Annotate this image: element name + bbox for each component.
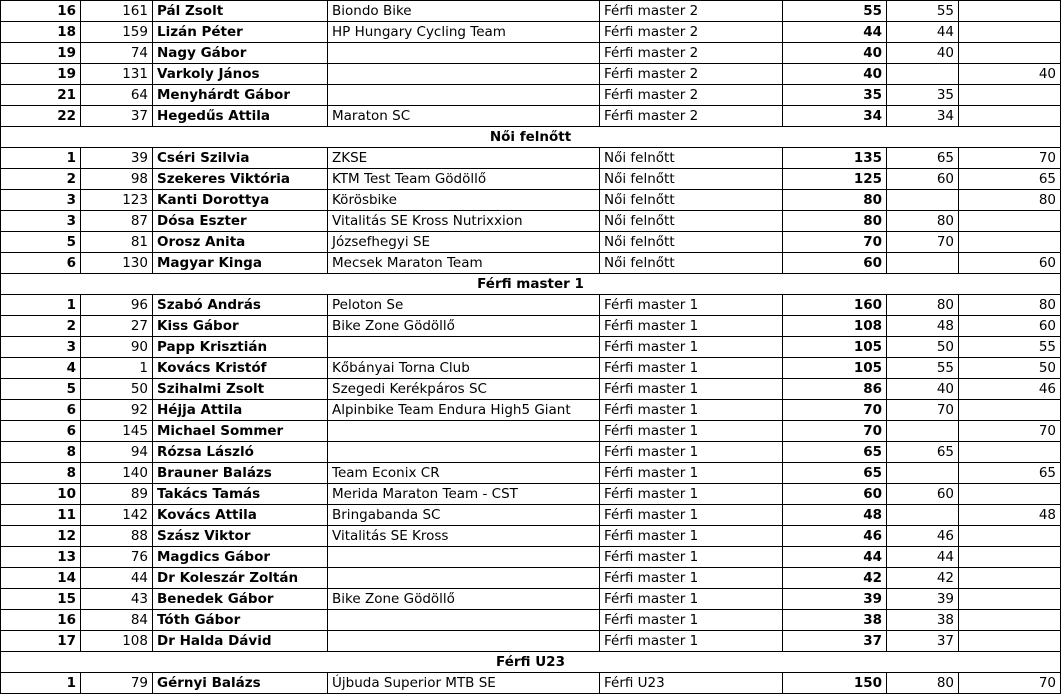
round2-points-cell — [959, 43, 1061, 64]
category-cell: Férfi master 2 — [600, 43, 783, 64]
category-cell: Férfi U23 — [600, 673, 783, 694]
bib-number-cell: 94 — [81, 442, 153, 463]
team-cell — [328, 337, 600, 358]
total-points-cell: 70 — [783, 421, 887, 442]
team-cell: Alpinbike Team Endura High5 Giant — [328, 400, 600, 421]
round1-points-cell: 55 — [887, 1, 959, 22]
rank-cell: 10 — [1, 484, 81, 505]
round2-points-cell — [959, 589, 1061, 610]
category-cell: Férfi master 1 — [600, 316, 783, 337]
rank-cell: 8 — [1, 442, 81, 463]
bib-number-cell: 27 — [81, 316, 153, 337]
bib-number-cell: 43 — [81, 589, 153, 610]
table-row — [1, 253, 1061, 274]
category-cell: Női felnőtt — [600, 169, 783, 190]
bib-number-cell: 130 — [81, 253, 153, 274]
rider-name-cell: Szabó András — [153, 295, 328, 316]
bib-number-cell: 44 — [81, 568, 153, 589]
rider-name-cell: Nagy Gábor — [153, 43, 328, 64]
total-points-cell: 60 — [783, 484, 887, 505]
category-section-header — [1, 652, 1061, 673]
rank-cell: 19 — [1, 64, 81, 85]
category-cell: Női felnőtt — [600, 232, 783, 253]
rider-name-cell: Kovács Attila — [153, 505, 328, 526]
table-row — [1, 43, 1061, 64]
category-cell: Férfi master 1 — [600, 547, 783, 568]
round1-points-cell: 65 — [887, 442, 959, 463]
rank-cell: 3 — [1, 337, 81, 358]
team-cell: KTM Test Team Gödöllő — [328, 169, 600, 190]
table-row — [1, 295, 1061, 316]
total-points-cell: 46 — [783, 526, 887, 547]
round2-points-cell — [959, 631, 1061, 652]
bib-number-cell: 81 — [81, 232, 153, 253]
category-cell: Férfi master 1 — [600, 295, 783, 316]
rank-cell: 3 — [1, 211, 81, 232]
table-row — [1, 631, 1061, 652]
bib-number-cell: 161 — [81, 1, 153, 22]
team-cell: Team Econix CR — [328, 463, 600, 484]
bib-number-cell: 131 — [81, 64, 153, 85]
table-row — [1, 526, 1061, 547]
table-row — [1, 484, 1061, 505]
table-row — [1, 463, 1061, 484]
team-cell — [328, 610, 600, 631]
rider-name-cell: Cséri Szilvia — [153, 148, 328, 169]
rank-cell: 8 — [1, 463, 81, 484]
total-points-cell: 70 — [783, 400, 887, 421]
category-cell: Férfi master 1 — [600, 442, 783, 463]
team-cell: Kőbányai Torna Club — [328, 358, 600, 379]
round1-points-cell: 50 — [887, 337, 959, 358]
team-cell — [328, 442, 600, 463]
category-section-header — [1, 274, 1061, 295]
total-points-cell: 44 — [783, 547, 887, 568]
results-body — [1, 1, 1061, 694]
round1-points-cell: 70 — [887, 400, 959, 421]
total-points-cell: 42 — [783, 568, 887, 589]
team-cell: Vitalitás SE Kross — [328, 526, 600, 547]
bib-number-cell: 90 — [81, 337, 153, 358]
rider-name-cell: Takács Tamás — [153, 484, 328, 505]
rank-cell: 16 — [1, 1, 81, 22]
bib-number-cell: 74 — [81, 43, 153, 64]
round1-points-cell: 48 — [887, 316, 959, 337]
round2-points-cell: 48 — [959, 505, 1061, 526]
round1-points-cell: 55 — [887, 358, 959, 379]
total-points-cell: 60 — [783, 253, 887, 274]
team-cell — [328, 568, 600, 589]
category-cell: Férfi master 1 — [600, 505, 783, 526]
table-row — [1, 190, 1061, 211]
category-cell: Női felnőtt — [600, 148, 783, 169]
bib-number-cell: 159 — [81, 22, 153, 43]
table-row — [1, 211, 1061, 232]
rank-cell: 16 — [1, 610, 81, 631]
table-row — [1, 169, 1061, 190]
round1-points-cell — [887, 463, 959, 484]
team-cell — [328, 64, 600, 85]
rank-cell: 6 — [1, 253, 81, 274]
team-cell: Vitalitás SE Kross Nutrixxion — [328, 211, 600, 232]
team-cell: Mecsek Maraton Team — [328, 253, 600, 274]
category-cell: Férfi master 1 — [600, 631, 783, 652]
round1-points-cell — [887, 421, 959, 442]
rank-cell: 5 — [1, 379, 81, 400]
total-points-cell: 40 — [783, 64, 887, 85]
rank-cell: 15 — [1, 589, 81, 610]
category-cell: Férfi master 1 — [600, 400, 783, 421]
table-row — [1, 64, 1061, 85]
round2-points-cell — [959, 568, 1061, 589]
round1-points-cell: 44 — [887, 547, 959, 568]
team-cell: Szegedi Kerékpáros SC — [328, 379, 600, 400]
category-cell: Férfi master 2 — [600, 85, 783, 106]
table-row — [1, 1, 1061, 22]
round1-points-cell: 46 — [887, 526, 959, 547]
rider-name-cell: Kanti Dorottya — [153, 190, 328, 211]
team-cell: Körösbike — [328, 190, 600, 211]
total-points-cell: 34 — [783, 106, 887, 127]
bib-number-cell: 50 — [81, 379, 153, 400]
table-row — [1, 589, 1061, 610]
round1-points-cell: 37 — [887, 631, 959, 652]
rider-name-cell: Brauner Balázs — [153, 463, 328, 484]
team-cell: Bike Zone Gödöllő — [328, 316, 600, 337]
table-row — [1, 316, 1061, 337]
total-points-cell: 86 — [783, 379, 887, 400]
round1-points-cell: 42 — [887, 568, 959, 589]
bib-number-cell: 39 — [81, 148, 153, 169]
rider-name-cell: Szihalmi Zsolt — [153, 379, 328, 400]
total-points-cell: 55 — [783, 1, 887, 22]
round2-points-cell: 46 — [959, 379, 1061, 400]
rank-cell: 4 — [1, 358, 81, 379]
category-cell: Férfi master 1 — [600, 421, 783, 442]
rider-name-cell: Magdics Gábor — [153, 547, 328, 568]
round1-points-cell: 60 — [887, 484, 959, 505]
total-points-cell: 80 — [783, 190, 887, 211]
rank-cell: 13 — [1, 547, 81, 568]
rank-cell: 1 — [1, 673, 81, 694]
total-points-cell: 105 — [783, 358, 887, 379]
team-cell: HP Hungary Cycling Team — [328, 22, 600, 43]
rider-name-cell: Tóth Gábor — [153, 610, 328, 631]
total-points-cell: 35 — [783, 85, 887, 106]
table-row — [1, 442, 1061, 463]
rank-cell: 3 — [1, 190, 81, 211]
bib-number-cell: 140 — [81, 463, 153, 484]
bib-number-cell: 64 — [81, 85, 153, 106]
round2-points-cell — [959, 22, 1061, 43]
round2-points-cell — [959, 484, 1061, 505]
team-cell: Bike Zone Gödöllő — [328, 589, 600, 610]
round1-points-cell: 40 — [887, 43, 959, 64]
rank-cell: 17 — [1, 631, 81, 652]
category-cell: Férfi master 2 — [600, 64, 783, 85]
round2-points-cell — [959, 526, 1061, 547]
round2-points-cell: 65 — [959, 463, 1061, 484]
round1-points-cell: 80 — [887, 211, 959, 232]
section-title: Férfi U23 — [1, 652, 1061, 673]
bib-number-cell: 123 — [81, 190, 153, 211]
round2-points-cell — [959, 547, 1061, 568]
total-points-cell: 135 — [783, 148, 887, 169]
bib-number-cell: 89 — [81, 484, 153, 505]
round1-points-cell — [887, 505, 959, 526]
rank-cell: 2 — [1, 169, 81, 190]
bib-number-cell: 108 — [81, 631, 153, 652]
round2-points-cell: 55 — [959, 337, 1061, 358]
table-row — [1, 505, 1061, 526]
team-cell: Bringabanda SC — [328, 505, 600, 526]
table-row — [1, 610, 1061, 631]
table-row — [1, 22, 1061, 43]
team-cell: Maraton SC — [328, 106, 600, 127]
rank-cell: 12 — [1, 526, 81, 547]
rank-cell: 6 — [1, 400, 81, 421]
round2-points-cell — [959, 1, 1061, 22]
rider-name-cell: Héjja Attila — [153, 400, 328, 421]
bib-number-cell: 1 — [81, 358, 153, 379]
table-row — [1, 148, 1061, 169]
team-cell — [328, 85, 600, 106]
rank-cell: 19 — [1, 43, 81, 64]
rider-name-cell: Benedek Gábor — [153, 589, 328, 610]
rider-name-cell: Papp Krisztián — [153, 337, 328, 358]
bib-number-cell: 87 — [81, 211, 153, 232]
round1-points-cell: 65 — [887, 148, 959, 169]
round1-points-cell — [887, 190, 959, 211]
table-row — [1, 421, 1061, 442]
rider-name-cell: Szekeres Viktória — [153, 169, 328, 190]
rider-name-cell: Rózsa László — [153, 442, 328, 463]
total-points-cell: 70 — [783, 232, 887, 253]
table-row — [1, 400, 1061, 421]
total-points-cell: 105 — [783, 337, 887, 358]
rank-cell: 22 — [1, 106, 81, 127]
rider-name-cell: Menyhárdt Gábor — [153, 85, 328, 106]
bib-number-cell: 37 — [81, 106, 153, 127]
bib-number-cell: 145 — [81, 421, 153, 442]
category-cell: Férfi master 2 — [600, 1, 783, 22]
category-cell: Női felnőtt — [600, 253, 783, 274]
round2-points-cell: 70 — [959, 148, 1061, 169]
total-points-cell: 80 — [783, 211, 887, 232]
table-row — [1, 358, 1061, 379]
rank-cell: 21 — [1, 85, 81, 106]
team-cell — [328, 43, 600, 64]
round2-points-cell — [959, 232, 1061, 253]
category-cell: Férfi master 2 — [600, 22, 783, 43]
team-cell: Biondo Bike — [328, 1, 600, 22]
bib-number-cell: 142 — [81, 505, 153, 526]
category-section-header — [1, 127, 1061, 148]
round2-points-cell: 40 — [959, 64, 1061, 85]
table-row — [1, 673, 1061, 694]
round2-points-cell — [959, 85, 1061, 106]
rider-name-cell: Michael Sommer — [153, 421, 328, 442]
table-row — [1, 85, 1061, 106]
rider-name-cell: Kovács Kristóf — [153, 358, 328, 379]
total-points-cell: 37 — [783, 631, 887, 652]
total-points-cell: 48 — [783, 505, 887, 526]
round1-points-cell: 38 — [887, 610, 959, 631]
round1-points-cell — [887, 64, 959, 85]
round2-points-cell — [959, 610, 1061, 631]
bib-number-cell: 96 — [81, 295, 153, 316]
rider-name-cell: Dósa Eszter — [153, 211, 328, 232]
round2-points-cell: 60 — [959, 316, 1061, 337]
team-cell: Újbuda Superior MTB SE — [328, 673, 600, 694]
round2-points-cell — [959, 442, 1061, 463]
category-cell: Női felnőtt — [600, 190, 783, 211]
rider-name-cell: Kiss Gábor — [153, 316, 328, 337]
rider-name-cell: Magyar Kinga — [153, 253, 328, 274]
rider-name-cell: Orosz Anita — [153, 232, 328, 253]
round1-points-cell: 40 — [887, 379, 959, 400]
round2-points-cell: 60 — [959, 253, 1061, 274]
category-cell: Férfi master 2 — [600, 106, 783, 127]
total-points-cell: 108 — [783, 316, 887, 337]
team-cell: Józsefhegyi SE — [328, 232, 600, 253]
total-points-cell: 150 — [783, 673, 887, 694]
table-row — [1, 379, 1061, 400]
team-cell: ZKSE — [328, 148, 600, 169]
table-row — [1, 547, 1061, 568]
round2-points-cell: 70 — [959, 673, 1061, 694]
category-cell: Férfi master 1 — [600, 337, 783, 358]
bib-number-cell: 84 — [81, 610, 153, 631]
total-points-cell: 65 — [783, 442, 887, 463]
category-cell: Férfi master 1 — [600, 379, 783, 400]
bib-number-cell: 98 — [81, 169, 153, 190]
round2-points-cell: 70 — [959, 421, 1061, 442]
category-cell: Férfi master 1 — [600, 610, 783, 631]
round1-points-cell: 34 — [887, 106, 959, 127]
bib-number-cell: 92 — [81, 400, 153, 421]
round2-points-cell: 80 — [959, 190, 1061, 211]
total-points-cell: 44 — [783, 22, 887, 43]
rider-name-cell: Gérnyi Balázs — [153, 673, 328, 694]
team-cell: Peloton Se — [328, 295, 600, 316]
rider-name-cell: Pál Zsolt — [153, 1, 328, 22]
rider-name-cell: Hegedűs Attila — [153, 106, 328, 127]
rank-cell: 5 — [1, 232, 81, 253]
bib-number-cell: 88 — [81, 526, 153, 547]
section-title: Női felnőtt — [1, 127, 1061, 148]
rider-name-cell: Dr Koleszár Zoltán — [153, 568, 328, 589]
bib-number-cell: 79 — [81, 673, 153, 694]
rank-cell: 18 — [1, 22, 81, 43]
round1-points-cell — [887, 253, 959, 274]
category-cell: Férfi master 1 — [600, 463, 783, 484]
bib-number-cell: 76 — [81, 547, 153, 568]
category-cell: Férfi master 1 — [600, 568, 783, 589]
rider-name-cell: Lizán Péter — [153, 22, 328, 43]
total-points-cell: 39 — [783, 589, 887, 610]
table-row — [1, 568, 1061, 589]
rank-cell: 2 — [1, 316, 81, 337]
category-cell: Férfi master 1 — [600, 589, 783, 610]
section-title: Férfi master 1 — [1, 274, 1061, 295]
team-cell — [328, 631, 600, 652]
category-cell: Férfi master 1 — [600, 484, 783, 505]
round1-points-cell: 39 — [887, 589, 959, 610]
round1-points-cell: 70 — [887, 232, 959, 253]
total-points-cell: 38 — [783, 610, 887, 631]
table-row — [1, 337, 1061, 358]
round2-points-cell: 65 — [959, 169, 1061, 190]
rank-cell: 14 — [1, 568, 81, 589]
total-points-cell: 125 — [783, 169, 887, 190]
rank-cell: 1 — [1, 295, 81, 316]
rank-cell: 1 — [1, 148, 81, 169]
category-cell: Férfi master 1 — [600, 526, 783, 547]
rank-cell: 6 — [1, 421, 81, 442]
rider-name-cell: Szász Viktor — [153, 526, 328, 547]
total-points-cell: 160 — [783, 295, 887, 316]
rider-name-cell: Varkoly János — [153, 64, 328, 85]
round2-points-cell — [959, 211, 1061, 232]
round1-points-cell: 35 — [887, 85, 959, 106]
category-cell: Női felnőtt — [600, 211, 783, 232]
round2-points-cell — [959, 400, 1061, 421]
table-row — [1, 106, 1061, 127]
team-cell — [328, 421, 600, 442]
table-row — [1, 232, 1061, 253]
rank-cell: 11 — [1, 505, 81, 526]
team-cell — [328, 547, 600, 568]
rider-name-cell: Dr Halda Dávid — [153, 631, 328, 652]
round2-points-cell — [959, 106, 1061, 127]
round1-points-cell: 44 — [887, 22, 959, 43]
round1-points-cell: 60 — [887, 169, 959, 190]
total-points-cell: 40 — [783, 43, 887, 64]
team-cell: Merida Maraton Team - CST — [328, 484, 600, 505]
round2-points-cell: 50 — [959, 358, 1061, 379]
round1-points-cell: 80 — [887, 295, 959, 316]
total-points-cell: 65 — [783, 463, 887, 484]
round2-points-cell: 80 — [959, 295, 1061, 316]
round1-points-cell: 80 — [887, 673, 959, 694]
category-cell: Férfi master 1 — [600, 358, 783, 379]
